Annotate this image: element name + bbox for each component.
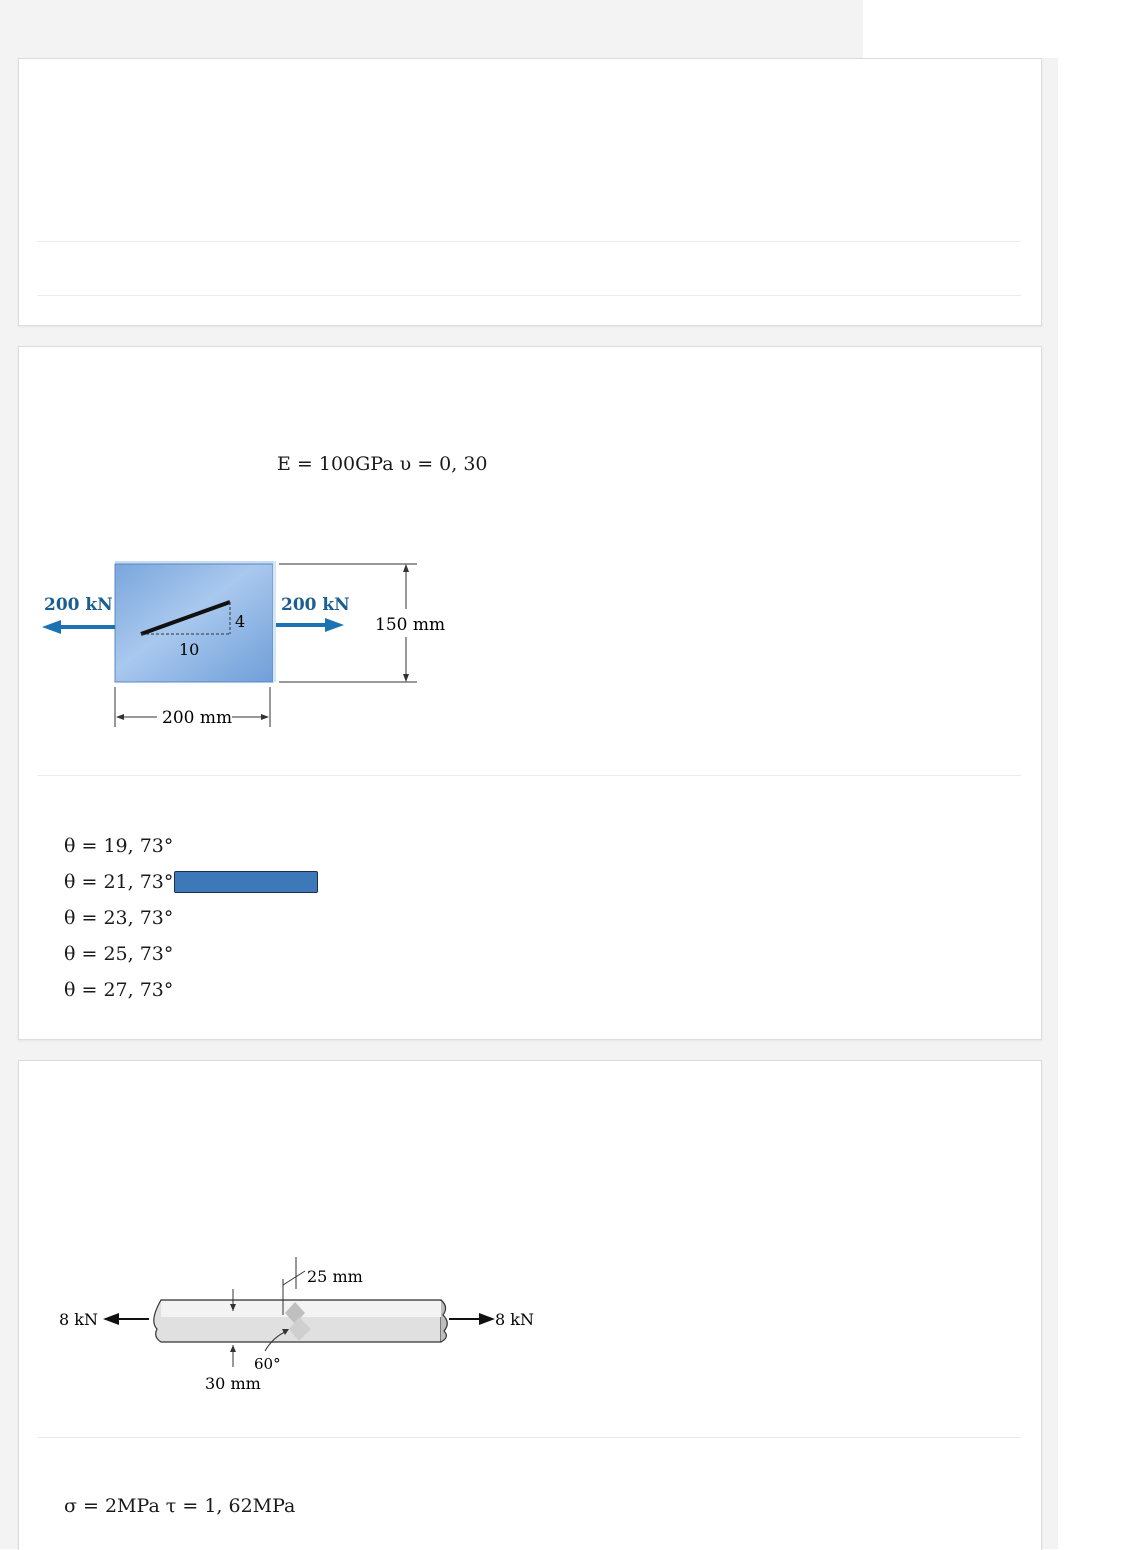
- answer-option[interactable]: θ = 19, 73°: [64, 835, 174, 857]
- rod-figure: [49, 1249, 569, 1399]
- slope-run-label: 10: [179, 640, 200, 659]
- diameter-arrowhead-bottom: [230, 1345, 236, 1352]
- plate-figure: [39, 547, 459, 747]
- height-arrow-bottom: [403, 674, 409, 682]
- question-card-1: [18, 58, 1042, 326]
- right-load-label: 8 kN: [495, 1310, 534, 1329]
- width-arrow-left: [116, 714, 124, 720]
- answer-option[interactable]: θ = 23, 73°: [64, 907, 174, 929]
- divider: [37, 295, 1021, 296]
- slope-rise-label: 4: [235, 612, 246, 631]
- selected-answer-highlight: [174, 871, 318, 893]
- height-arrow-top: [403, 564, 409, 572]
- question-card-2: [18, 346, 1042, 1040]
- divider: [37, 775, 1021, 776]
- left-load-label: 200 kN: [44, 595, 113, 615]
- offset-dimension-line: [283, 1271, 305, 1285]
- answer-option[interactable]: θ = 21, 73°: [64, 871, 174, 893]
- divider: [37, 241, 1021, 242]
- angle-label: 60°: [254, 1355, 281, 1373]
- right-arrow-head: [325, 618, 344, 632]
- left-load-label: 8 kN: [59, 1310, 98, 1329]
- right-arrow-head: [479, 1313, 495, 1325]
- diameter-label: 30 mm: [205, 1374, 261, 1393]
- answer-option[interactable]: θ = 27, 73°: [64, 979, 174, 1001]
- page-background-top: [0, 0, 863, 58]
- given-values: E = 100GPa υ = 0, 30: [277, 453, 488, 475]
- offset-label: 25 mm: [307, 1267, 363, 1286]
- answer-option[interactable]: θ = 25, 73°: [64, 943, 174, 965]
- left-arrow-head: [42, 620, 61, 634]
- left-arrow-head: [103, 1313, 119, 1325]
- width-label: 200 mm: [162, 708, 233, 728]
- height-label: 150 mm: [375, 615, 446, 635]
- width-arrow-right: [261, 714, 269, 720]
- rod-broken-end: [441, 1300, 447, 1342]
- question-card-3: [18, 1060, 1042, 1550]
- plate-side-edge: [273, 561, 276, 682]
- right-load-label: 200 kN: [281, 595, 350, 615]
- plate: [115, 564, 273, 682]
- divider: [37, 1437, 1021, 1438]
- answer-values: σ = 2MPa τ = 1, 62MPa: [64, 1495, 296, 1517]
